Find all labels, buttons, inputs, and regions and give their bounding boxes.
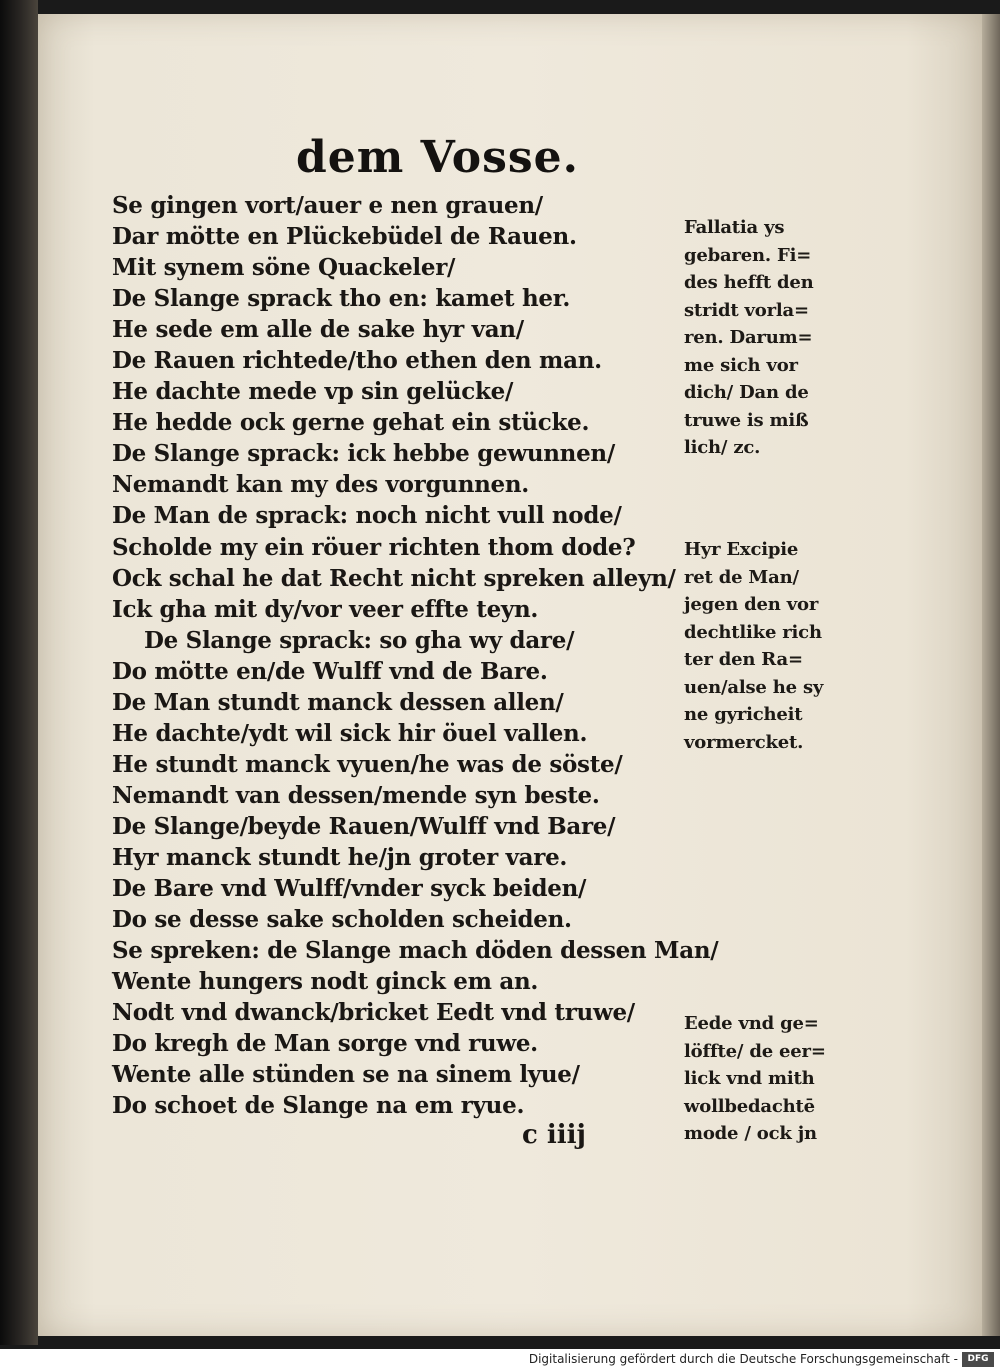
verse-line: He dachte/ydt wil sick hir öuel vallen. bbox=[112, 719, 588, 747]
verse-line: De Man de sprack: noch nicht vull node/ bbox=[112, 502, 622, 530]
gloss-line: löffte/ de eer= bbox=[684, 1040, 826, 1062]
funding-credit: Digitalisierung gefördert durch die Deutsche Forschungsgemeinschaft - bbox=[528, 1352, 958, 1366]
gloss-line: me sich vor bbox=[684, 354, 798, 376]
verse-line: He sede em alle de sake hyr van/ bbox=[112, 316, 524, 344]
gloss-line: dechtlike rich bbox=[684, 621, 822, 643]
verse-line: De Slange sprack tho en: kamet her. bbox=[112, 285, 571, 313]
gloss-line: ne gyricheit bbox=[684, 704, 803, 725]
verse-line: Do schoet de Slange na em ryue. bbox=[112, 1092, 525, 1120]
verse-line: Nemandt kan my des vorgunnen. bbox=[112, 471, 530, 499]
verse-line: De Slange sprack: ick hebbe gewunnen/ bbox=[112, 440, 615, 468]
gloss-line: lich/ zc. bbox=[684, 437, 761, 458]
verse-line: De Slange/beyde Rauen/Wulff vnd Bare/ bbox=[112, 812, 616, 840]
verse-line: Mit synem söne Quackeler/ bbox=[112, 254, 456, 282]
gloss-line: ret de Man/ bbox=[684, 566, 799, 588]
verse-line: Do se desse sake scholden scheiden. bbox=[112, 906, 572, 934]
gloss-line: jegen den vor bbox=[684, 594, 819, 615]
gloss-line: dich/ Dan de bbox=[684, 382, 809, 403]
verse-line: Wente hungers nodt ginck em an. bbox=[112, 968, 539, 996]
verse-line: He dachte mede vp sin gelücke/ bbox=[112, 378, 514, 406]
book-binding-shadow bbox=[0, 0, 38, 1345]
gloss-line: mode / ock jn bbox=[684, 1123, 817, 1144]
marginal-gloss-1 bbox=[684, 214, 814, 462]
verse-line: De Rauen richtede/tho ethen den man. bbox=[112, 347, 602, 375]
verse-line: Dar mötte en Plückebüdel de Rauen. bbox=[112, 223, 577, 251]
verse-line: Nemandt van dessen/mende syn beste. bbox=[112, 781, 600, 809]
verse-line: Do kregh de Man sorge vnd ruwe. bbox=[112, 1030, 538, 1058]
verse-line: He hedde ock gerne gehat ein stücke. bbox=[112, 409, 590, 437]
verse-line: Se gingen vort/auer e nen grauen/ bbox=[112, 192, 543, 219]
gloss-line: lick vnd mith bbox=[684, 1068, 815, 1089]
gloss-line: vormercket. bbox=[684, 731, 804, 753]
gloss-line: stridt vorla= bbox=[684, 299, 809, 321]
gloss-line: gebaren. Fi= bbox=[684, 244, 812, 266]
gloss-line: des hefft den bbox=[684, 272, 814, 293]
gloss-line: wollbedachtē bbox=[684, 1095, 815, 1117]
gloss-line: Fallatia ys bbox=[684, 217, 785, 238]
verse-line: Ock schal he dat Recht nicht spreken alleyn/ bbox=[112, 564, 676, 592]
gloss-line: truwe is miß bbox=[684, 409, 809, 431]
gloss-line: uen/alse he sy bbox=[684, 676, 824, 698]
dfg-logo: DFG bbox=[962, 1352, 994, 1367]
gloss-line: ter den Ra= bbox=[684, 649, 803, 670]
running-header: dem Vosse. bbox=[296, 132, 579, 183]
verse-line: De Bare vnd Wulff/vnder syck beiden/ bbox=[112, 875, 587, 903]
verse-line: De Slange sprack: so gha wy dare/ bbox=[144, 626, 575, 654]
verse-text bbox=[112, 190, 718, 1121]
verse-line: De Man stundt manck dessen allen/ bbox=[112, 688, 564, 716]
signature-mark: c iiij bbox=[522, 1120, 586, 1150]
verse-line: Se spreken: de Slange mach döden dessen Man/ bbox=[112, 937, 719, 965]
gloss-line: ren. Darum= bbox=[684, 327, 813, 348]
verse-line: Do mötte en/de Wulff vnd de Bare. bbox=[112, 657, 548, 685]
page-edge bbox=[982, 14, 1000, 1336]
verse-line: Ick gha mit dy/vor veer effte teyn. bbox=[112, 595, 539, 623]
verse-line: Scholde my ein röuer richten thom dode? bbox=[112, 533, 636, 561]
gloss-line: Eede vnd ge= bbox=[684, 1013, 819, 1034]
gloss-line: Hyr Excipie bbox=[684, 539, 799, 560]
verse-line: Nodt vnd dwanck/bricket Eedt vnd truwe/ bbox=[112, 999, 635, 1027]
footer-bar bbox=[0, 1349, 1000, 1371]
marginal-gloss-3 bbox=[684, 1010, 826, 1148]
marginal-gloss-2 bbox=[684, 536, 823, 756]
verse-line: He stundt manck vyuen/he was de söste/ bbox=[112, 750, 623, 778]
verse-line: Hyr manck stundt he/jn groter vare. bbox=[112, 843, 568, 871]
verse-line: Wente alle stünden se na sinem lyue/ bbox=[112, 1061, 580, 1089]
